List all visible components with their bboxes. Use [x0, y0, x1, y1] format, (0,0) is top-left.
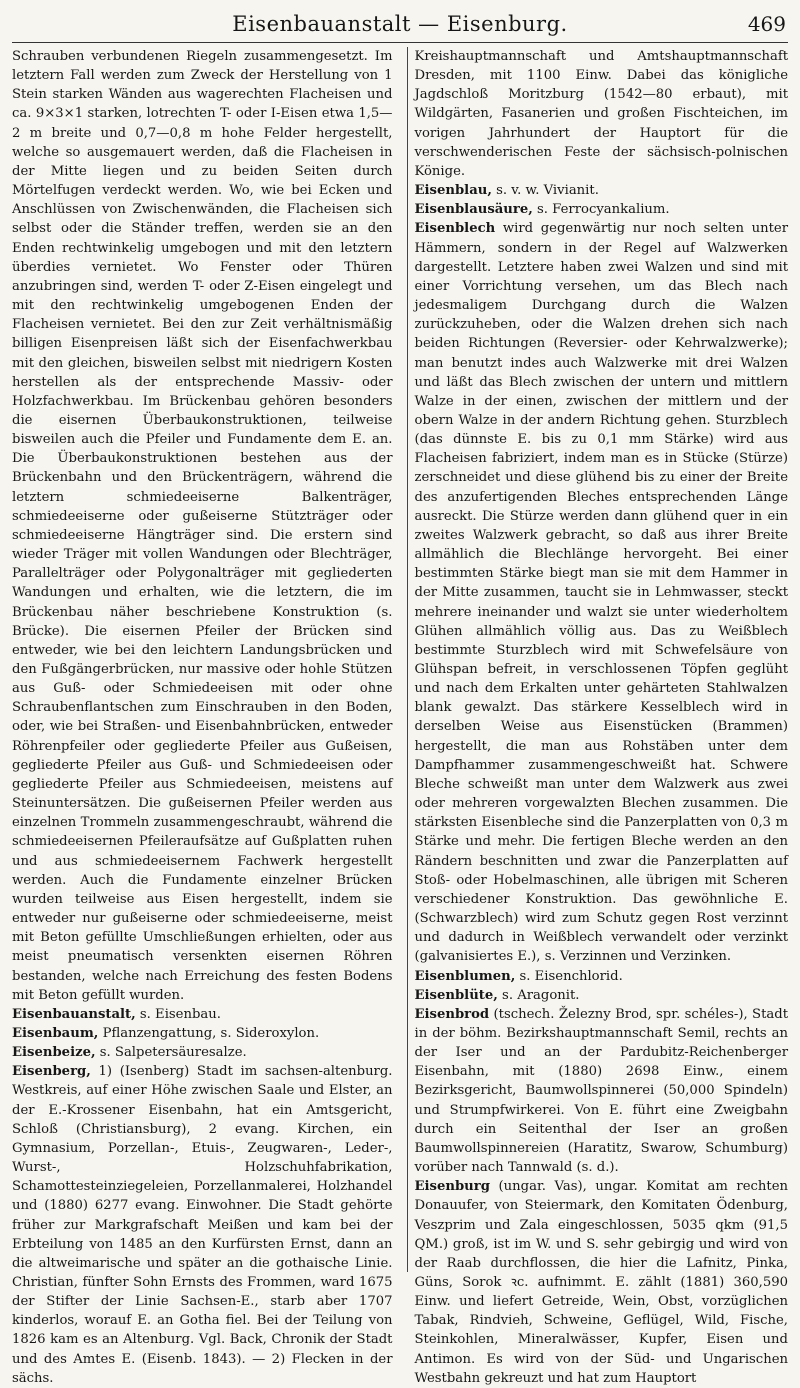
- left-column: [12, 47, 393, 1386]
- continued-text: [12, 47, 393, 1005]
- entry-headword: Eisenbrod: [414, 1006, 490, 1022]
- entry-body: wird gegenwärtig nur noch selten unter Hämmern, sondern in der Regel auf Walzwerken dargestellt. Letztere haben zwei Walzen und sind mit einer Vorrichtung versehen, um das Blech nach jedesmaligem Durchgang durch die Walzen zurückzuheben, oder die Walzen drehen sich nach beiden Richtungen (Reversier- oder Kehrwalzwerke); man benutzt indes auch Walzwerke mit drei Walzen und läßt das Blech zwischen der untern und mittlern Walze in der einen, zwischen der mittlern und der obern Walze in der andern Richtung gehen. Sturzblech (das dünnste E. bis zu 0,1 mm Stärke) wird aus Flacheisen fabriziert, indem man es in Stücke (Stürze) zerschneidet und diese glühend bis zu einer der Breite des anzufertigenden Bleches entsprechenden Länge ausreckt. Die Stürze werden dann glühend quer in ein zweites Walzwerk gebracht, so daß aus ihrer Breite allmählich die Blechlänge hervorgeht. Bei einer bestimmten Stärke biegt man sie mit dem Hammer in der Mitte zusammen, taucht sie in Lehmwasser, steckt mehrere ineinander und walzt sie unter wiederholtem Glühen allmählich völlig aus. Das zu Weißblech bestimmte Sturzblech wird mit Schwefelsäure von Glühspan befreit, in verschlossenen Töpfen geglüht und nach dem Erkalten unter gehärteten Stahlwalzen blank gewalzt. Das stärkere Kesselblech wird in derselben Weise aus Eisenstücken (Brammen) hergestellt, die man aus Rohstäben unter dem Dampfhammer zusammengeschweißt hat. Schwere Bleche schweißt man unter dem Walzwerk aus zwei oder mehreren vorgewalzten Blechen zusammen. Die stärksten Eisenbleche sind die Panzerplatten von 0,3 m Stärke und mehr. Die fertigen Bleche werden an den Rändern beschnitten und zwar die Panzerplatten auf Stoß- oder Hobelmaschinen, alle übrigen mit Scheren verschiedener Konstruktion. Das gewöhnliche E. (Schwarzblech) wird zum Schutz gegen Rost verzinnt und dadurch in Weißblech verwandelt oder verzinkt (galvanisiertes E.), s. Verzinnen und Verzinken.: [414, 221, 788, 965]
- right-column: [407, 47, 789, 1386]
- entry-headword: Eisenburg: [414, 1179, 490, 1195]
- dictionary-entry: [12, 1005, 393, 1024]
- entry-headword: Eisenblau,: [414, 183, 492, 199]
- dictionary-entry: [415, 1177, 789, 1388]
- entry-body: s. v. w. Vivianit.: [491, 183, 599, 199]
- entry-body: (ungar. Vas), ungar. Komitat am rechten Donauufer, von Steiermark, den Komitaten Ödenburg, Veszprim und Zala eingeschlossen, 5035 qkm (91,5 QM.) groß, ist im W. und S. sehr gebirgig und wird von der Raab durchflossen, die hier die Lafnitz, Pinka, Güns, Sorok ꝛc. aufnimmt. E. zählt (1881) 360,590 Einw. und liefert Getreide, Wein, Obst, vorzüglichen Tabak, Rindvieh, Schweine, Geflügel, Wild, Fische, Steinkohlen, Mineralwässer, Kupfer, Eisen und Antimon. Es wird von der Süd- und Ungarischen Westbahn gekreuzt und hat zum Hauptort: [414, 1179, 788, 1386]
- entry-headword: Eisenbeize,: [12, 1045, 96, 1061]
- entry-body: Schrauben verbundenen Riegeln zusammengesetzt. Im letztern Fall werden zum Zweck der Herstellung von 1 Stein starken Wänden aus wagerechten Flacheisen und ca. 9×3×1 starken, lotrechten T- oder I-Eisen etwa 1,5—2 m breite und 0,7—0,8 m hohe Felder hergestellt, welche so ausgemauert werden, daß die Flacheisen in der Mitte liegen und zu beiden Seiten durch Mörtelfugen verdeckt werden. Wo, wie bei Ecken und Anschlüssen von Zwischenwänden, die Flacheisen sich selbst oder die Ständer treffen, werden sie an den Enden rechtwinkelig umgebogen und mit den letztern überdies vernietet. Wo Fenster oder Thüren anzubringen sind, werden T- oder Z-Eisen eingelegt und mit den rechtwinkelig umgebogenen Enden der Flacheisen vernietet. Bei den zur Zeit verhältnismäßig billigen Eisenpreisen läßt sich der Eisenfachwerkbau mit den gleichen, bisweilen selbst mit niedrigern Kosten herstellen als der entsprechende Massiv- oder Holzfachwerkbau. Im Brückenbau gehören besonders die eisernen Überbaukonstruktionen, teilweise bisweilen auch die Pfeiler und Fundamente dem E. an. Die Überbaukonstruktionen bestehen aus der Brückenbahn und den Brückenträgern, während die letztern schmiedeeiserne Balkenträger, schmiedeeiserne oder gußeiserne Stützträger oder schmiedeeiserne Hängträger sind. Die erstern sind wieder Träger mit vollen Wandungen oder Blechträger, Parallelträger oder Polygonalträger mit gegliederten Wandungen und erhalten, wie die letztern, die im Brückenbau näher beschriebene Konstruktion (s. Brücke). Die eisernen Pfeiler der Brücken sind entweder, wie bei den leichtern Landungsbrücken und den Fußgängerbrücken, nur massive oder hohle Stützen aus Guß- oder Schmiedeeisen mit oder ohne Schraubenflantschen zum Einschrauben in den Boden, oder, wie bei Straßen- und Eisenbahnbrücken, entweder Röhrenpfeiler oder gegliederte Pfeiler aus Gußeisen, gegliederte Pfeiler aus Guß- und Schmiedeeisen oder gegliederte Pfeiler aus Schmiedeeisen, meistens auf Steinuntersätzen. Die gußeisernen Pfeiler werden aus einzelnen Trommeln zusammengeschraubt, während die schmiedeeisernen Pfeileraufsätze auf Gußplatten ruhen und aus schmiedeeisernem Fachwerk hergestellt werden. Auch die Fundamente einzelner Brücken wurden teilweise aus Eisen hergestellt, indem sie entweder nur gußeiserne oder schmiedeeiserne, meist mit Beton gefüllte Umschließungen erhielten, oder aus meist pneumatisch versenkten eisernen Röhren bestanden, welche nach Erreichung des festen Bodens mit Beton gefüllt wurden.: [12, 49, 393, 1003]
- dictionary-entry: [415, 200, 789, 219]
- dictionary-entry: [415, 986, 789, 1005]
- entry-headword: Eisenblausäure,: [414, 202, 533, 218]
- entry-body: s. Ferrocyankalium.: [532, 202, 670, 218]
- continued-text: [415, 47, 789, 181]
- entry-body: s. Salpetersäuresalze.: [95, 1045, 247, 1061]
- page-header: [12, 10, 788, 43]
- entry-body: Kreishauptmannschaft und Amtshauptmannschaft Dresden, mit 1100 Einw. Dabei das königliche Jagdschloß Moritzburg (1542—80 erbaut), mit Wildgärten, Fasanerien und großen Fischteichen, im vorigen Jahrhundert der Hauptort für die verschwenderischen Feste der sächsisch-polnischen Könige.: [414, 49, 788, 179]
- dictionary-entry: [12, 1024, 393, 1043]
- dictionary-entry: [415, 1005, 789, 1177]
- entry-headword: Eisenblumen,: [414, 968, 516, 984]
- dictionary-entry: [415, 967, 789, 986]
- entry-body: 1) (Isenberg) Stadt im sachsen-altenburg. Westkreis, auf einer Höhe zwischen Saale und Elster, an der E.-Krossener Eisenbahn, hat ein Amtsgericht, Schloß (Christiansburg), 2 evang. Kirchen, ein Gymnasium, Porzellan-, Etuis-, Zeugwaren-, Leder-, Wurst-, Holzschuhfabrikation, Schamottesteinziegeleien, Porzellanmalerei, Holzhandel und (1880) 6277 evang. Einwohner. Die Stadt gehörte früher zur Markgrafschaft Meißen und kam bei der Erbteilung von 1485 an den Kurfürsten Ernst, dann an die altweimarische und später an die gothaische Linie. Christian, fünfter Sohn Ernsts des Frommen, ward 1675 der Stifter der Linie Sachsen-E., starb aber 1707 kinderlos, worauf E. an Gotha fiel. Bei der Teilung von 1826 kam es an Altenburg. Vgl. Back, Chronik der Stadt und des Amtes E. (Eisenb. 1843). — 2) Flecken in der sächs.: [12, 1064, 393, 1386]
- dictionary-entry: [12, 1043, 393, 1062]
- entry-body: (tschech. Železny Brod, spr. schéles-), Stadt in der böhm. Bezirkshauptmannschaft Semil, rechts an der Iser und an der Pardubitz-Reichenberger Eisenbahn, mit (1880) 2698 Einw., einem Bezirksgericht, Baumwollspinnerei (50,000 Spindeln) und Strumpfwirkerei. Von E. führt eine Zweigbahn durch ein Seitenthal der Iser an großen Baumwollspinnereien (Haratitz, Swarow, Schumburg) vorüber nach Tannwald (s. d.).: [414, 1006, 788, 1176]
- entry-body: s. Aragonit.: [497, 987, 580, 1003]
- running-title: Eisenbauanstalt — Eisenburg.: [232, 12, 568, 36]
- entry-headword: Eisenbaum,: [12, 1025, 99, 1041]
- entry-body: s. Eisenchlorid.: [515, 968, 623, 984]
- entry-headword: Eisenblech: [414, 221, 496, 237]
- dictionary-entry: [12, 1062, 393, 1388]
- dictionary-entry: [415, 219, 789, 966]
- text-columns: [12, 47, 788, 1386]
- page-number: 469: [747, 12, 786, 36]
- entry-headword: Eisenberg,: [12, 1064, 91, 1080]
- entry-headword: Eisenblüte,: [414, 987, 498, 1003]
- dictionary-entry: [415, 181, 789, 200]
- entry-headword: Eisenbauanstalt,: [12, 1006, 136, 1022]
- entry-body: Pflanzengattung, s. Sideroxylon.: [98, 1025, 320, 1041]
- entry-body: s. Eisenbau.: [135, 1006, 221, 1022]
